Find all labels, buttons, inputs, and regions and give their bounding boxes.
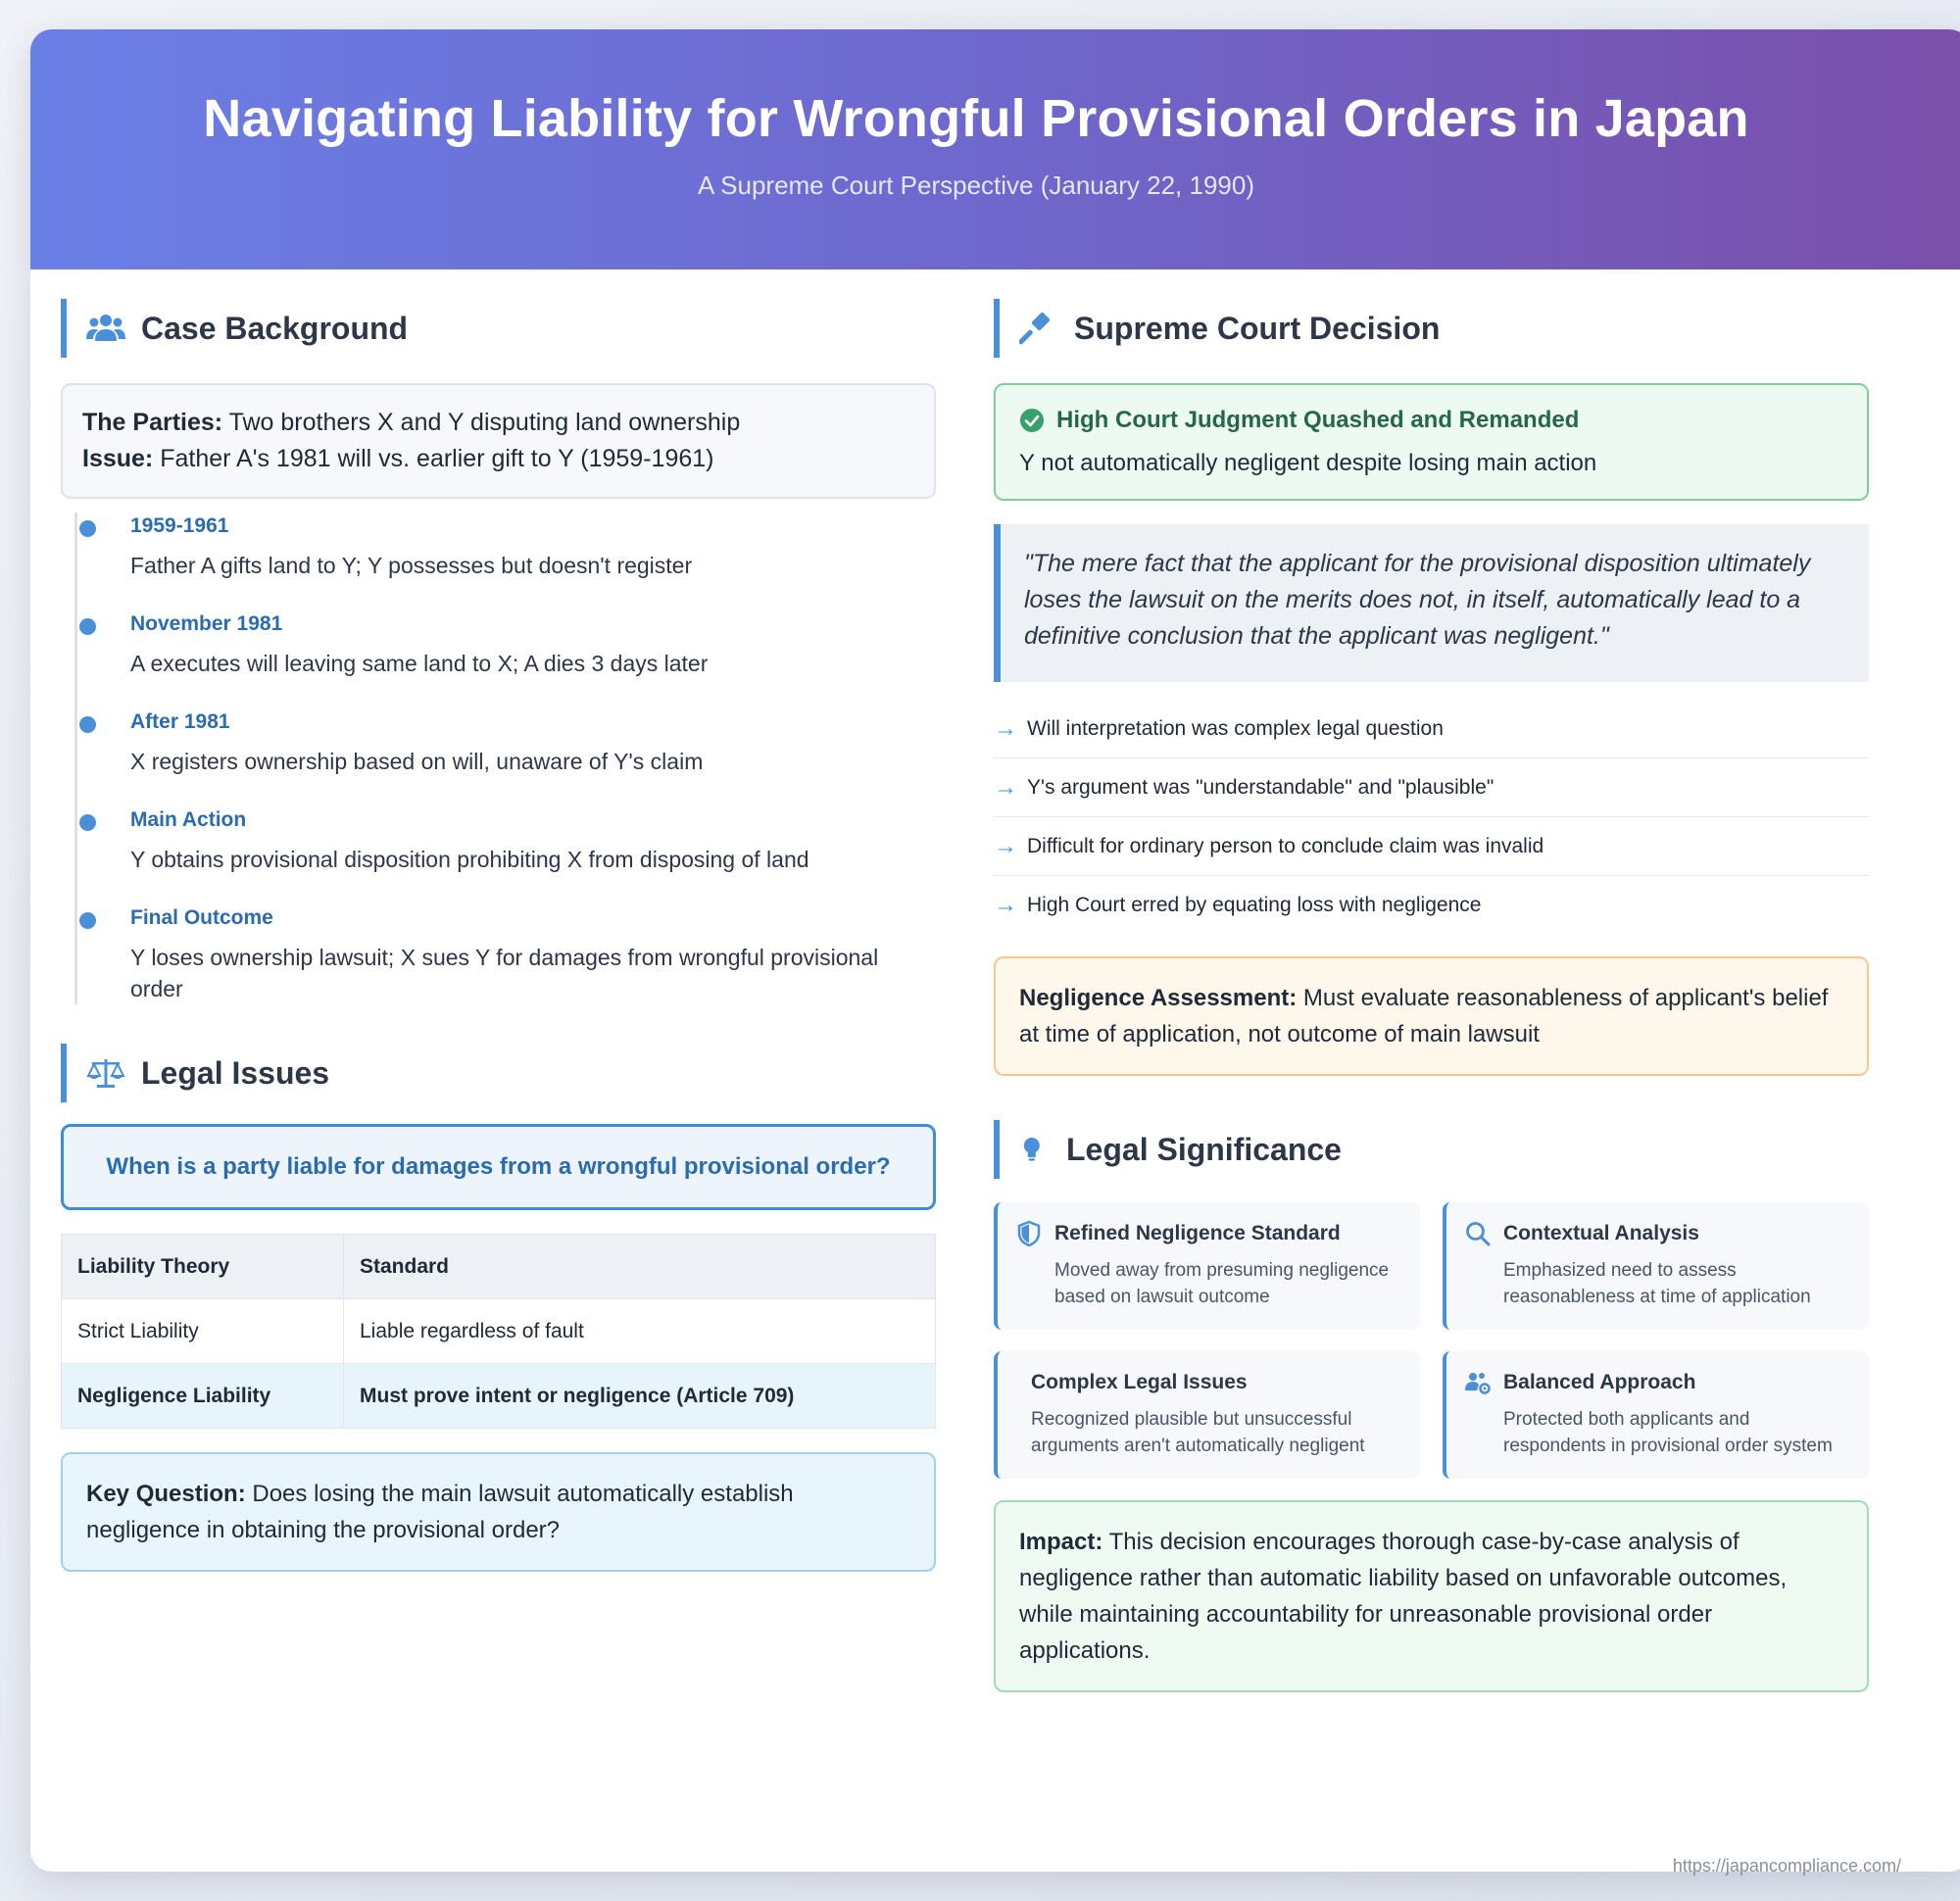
liability-table [61, 1234, 936, 1429]
table-cell: Strict Liability [62, 1299, 344, 1364]
footer-url[interactable]: https://japancompliance.com/ [1672, 1856, 1901, 1876]
significance-heading [994, 1120, 1869, 1179]
significance-card-text: Recognized plausible but unsuccessful arguments aren't automatically negligent [1031, 1409, 1365, 1456]
timeline-date: Final Outcome [130, 906, 273, 929]
decision-result-text: Y not automatically negligent despite losing main action [1019, 450, 1597, 476]
parties-label: The Parties: [82, 409, 223, 436]
timeline-dot [79, 912, 96, 929]
timeline-date: After 1981 [130, 710, 230, 733]
impact-label: Impact: [1019, 1529, 1103, 1555]
arrow-right-icon: → [994, 773, 1017, 801]
central-question-box: When is a party liable for damages from a wrongful provisional order? [61, 1124, 936, 1210]
timeline-date: November 1981 [130, 612, 283, 635]
reasoning-list [994, 700, 1869, 935]
search-icon [1464, 1220, 1492, 1247]
table-header-row [62, 1235, 936, 1299]
arrow-right-icon: → [994, 832, 1017, 859]
header [30, 29, 1960, 269]
users-gear-icon [1464, 1369, 1492, 1396]
decision-result-title: High Court Judgment Quashed and Remanded [1056, 407, 1580, 433]
issue-text: Father A's 1981 will vs. earlier gift to Y (1959-1961) [160, 445, 714, 472]
timeline-date: Main Action [130, 808, 247, 831]
page-title: Navigating Liability for Wrongful Provisional Orders in Japan [203, 89, 1749, 148]
significance-grid [994, 1202, 1869, 1479]
table-cell: Liable regardless of fault [344, 1299, 936, 1364]
issue-label: Issue: [82, 445, 154, 472]
parties-text: Two brothers X and Y disputing land ownership [228, 409, 741, 436]
table-row [62, 1299, 936, 1364]
significance-card-title: Refined Negligence Standard [1054, 1222, 1341, 1244]
left-column [61, 299, 936, 1572]
lightbulb-icon [1019, 1133, 1051, 1166]
table-header: Standard [344, 1235, 936, 1299]
assessment-text: Must evaluate reasonableness of applicant's belief at time of application, not outcome of main lawsuit [1019, 985, 1829, 1048]
timeline-dot [79, 520, 96, 537]
timeline-date: 1959-1961 [130, 514, 229, 537]
significance-title: Legal Significance [1066, 1131, 1342, 1167]
arrow-right-icon: → [994, 714, 1017, 742]
timeline-text: X registers ownership based on will, unaware of Y's claim [130, 749, 704, 774]
table-cell: Negligence Liability [62, 1364, 344, 1429]
timeline-item [130, 708, 936, 806]
significance-card-text: Emphasized need to assess reasonableness at time of application [1503, 1260, 1811, 1307]
legal-issues-heading [61, 1044, 936, 1102]
assessment-label: Negligence Assessment: [1019, 985, 1298, 1011]
significance-card-text: Protected both applicants and respondents in provisional order system [1503, 1409, 1833, 1456]
decision-result-head [1019, 407, 1843, 434]
list-item [994, 876, 1869, 935]
parties-box [61, 383, 936, 499]
page-subtitle: A Supreme Court Perspective (January 22, 1990) [698, 171, 1254, 200]
scale-icon [86, 1056, 125, 1090]
legal-issues-title: Legal Issues [141, 1054, 330, 1091]
decision-title: Supreme Court Decision [1074, 310, 1441, 346]
gavel-icon [1019, 312, 1058, 345]
timeline-dot [79, 618, 96, 635]
list-item-text: Y's argument was "understandable" and "plausible" [1027, 775, 1494, 799]
decision-result-box [994, 383, 1869, 501]
timeline-dot [79, 814, 96, 831]
timeline [74, 512, 936, 1004]
list-item-text: Will interpretation was complex legal question [1027, 716, 1444, 740]
timeline-text: A executes will leaving same land to X; A dies 3 days later [130, 651, 709, 676]
list-item-text: High Court erred by equating loss with negligence [1027, 894, 1482, 916]
negligence-assessment-box [994, 956, 1869, 1076]
key-question-label: Key Question: [86, 1481, 246, 1507]
significance-card [1443, 1202, 1869, 1330]
timeline-dot [79, 716, 96, 733]
list-item [994, 758, 1869, 817]
timeline-text: Father A gifts land to Y; Y possesses but doesn't register [130, 553, 693, 578]
list-item [994, 817, 1869, 876]
table-cell: Must prove intent or negligence (Article 709) [344, 1364, 936, 1429]
case-background-heading [61, 299, 936, 358]
key-question-box [61, 1452, 936, 1572]
timeline-text: Y obtains provisional disposition prohibiting X from disposing of land [130, 847, 809, 872]
case-background-title: Case Background [141, 310, 409, 346]
impact-box [994, 1500, 1869, 1692]
significance-card [994, 1202, 1420, 1330]
list-item-text: Difficult for ordinary person to conclude claim was invalid [1027, 834, 1544, 857]
timeline-text: Y loses ownership lawsuit; X sues Y for damages from wrongful provisional order [130, 945, 879, 1001]
shield-icon [1015, 1220, 1043, 1247]
timeline-item [130, 610, 936, 708]
table-header: Liability Theory [62, 1235, 344, 1299]
arrow-right-icon: → [994, 892, 1017, 918]
significance-card [1443, 1351, 1869, 1479]
decision-heading [994, 299, 1869, 358]
timeline-item [130, 512, 936, 610]
key-question-text: Does losing the main lawsuit automatically establish negligence in obtaining the provisional order? [86, 1481, 794, 1543]
check-circle-icon [1019, 408, 1045, 433]
list-item [994, 700, 1869, 758]
court-quote: "The mere fact that the applicant for the provisional disposition ultimately loses the lawsuit on the merits does not, in itself, automatically lead to a definitive conclusion that the applicant was negligent." [994, 524, 1869, 682]
significance-card-title: Balanced Approach [1503, 1371, 1696, 1393]
significance-card-text: Moved away from presuming negligence based on lawsuit outcome [1054, 1260, 1390, 1307]
impact-text: This decision encourages thorough case-by-case analysis of negligence rather than automatic liability based on unfavorable outcomes, while maintaining accountability for unreasonable provisional order applications. [1019, 1529, 1788, 1664]
timeline-item [130, 806, 936, 904]
timeline-item [130, 904, 936, 1004]
right-column [994, 299, 1869, 1692]
significance-card-title: Complex Legal Issues [1031, 1371, 1248, 1393]
significance-card [994, 1351, 1420, 1479]
users-icon [86, 312, 125, 345]
significance-card-title: Contextual Analysis [1503, 1222, 1699, 1244]
table-row [62, 1364, 936, 1429]
